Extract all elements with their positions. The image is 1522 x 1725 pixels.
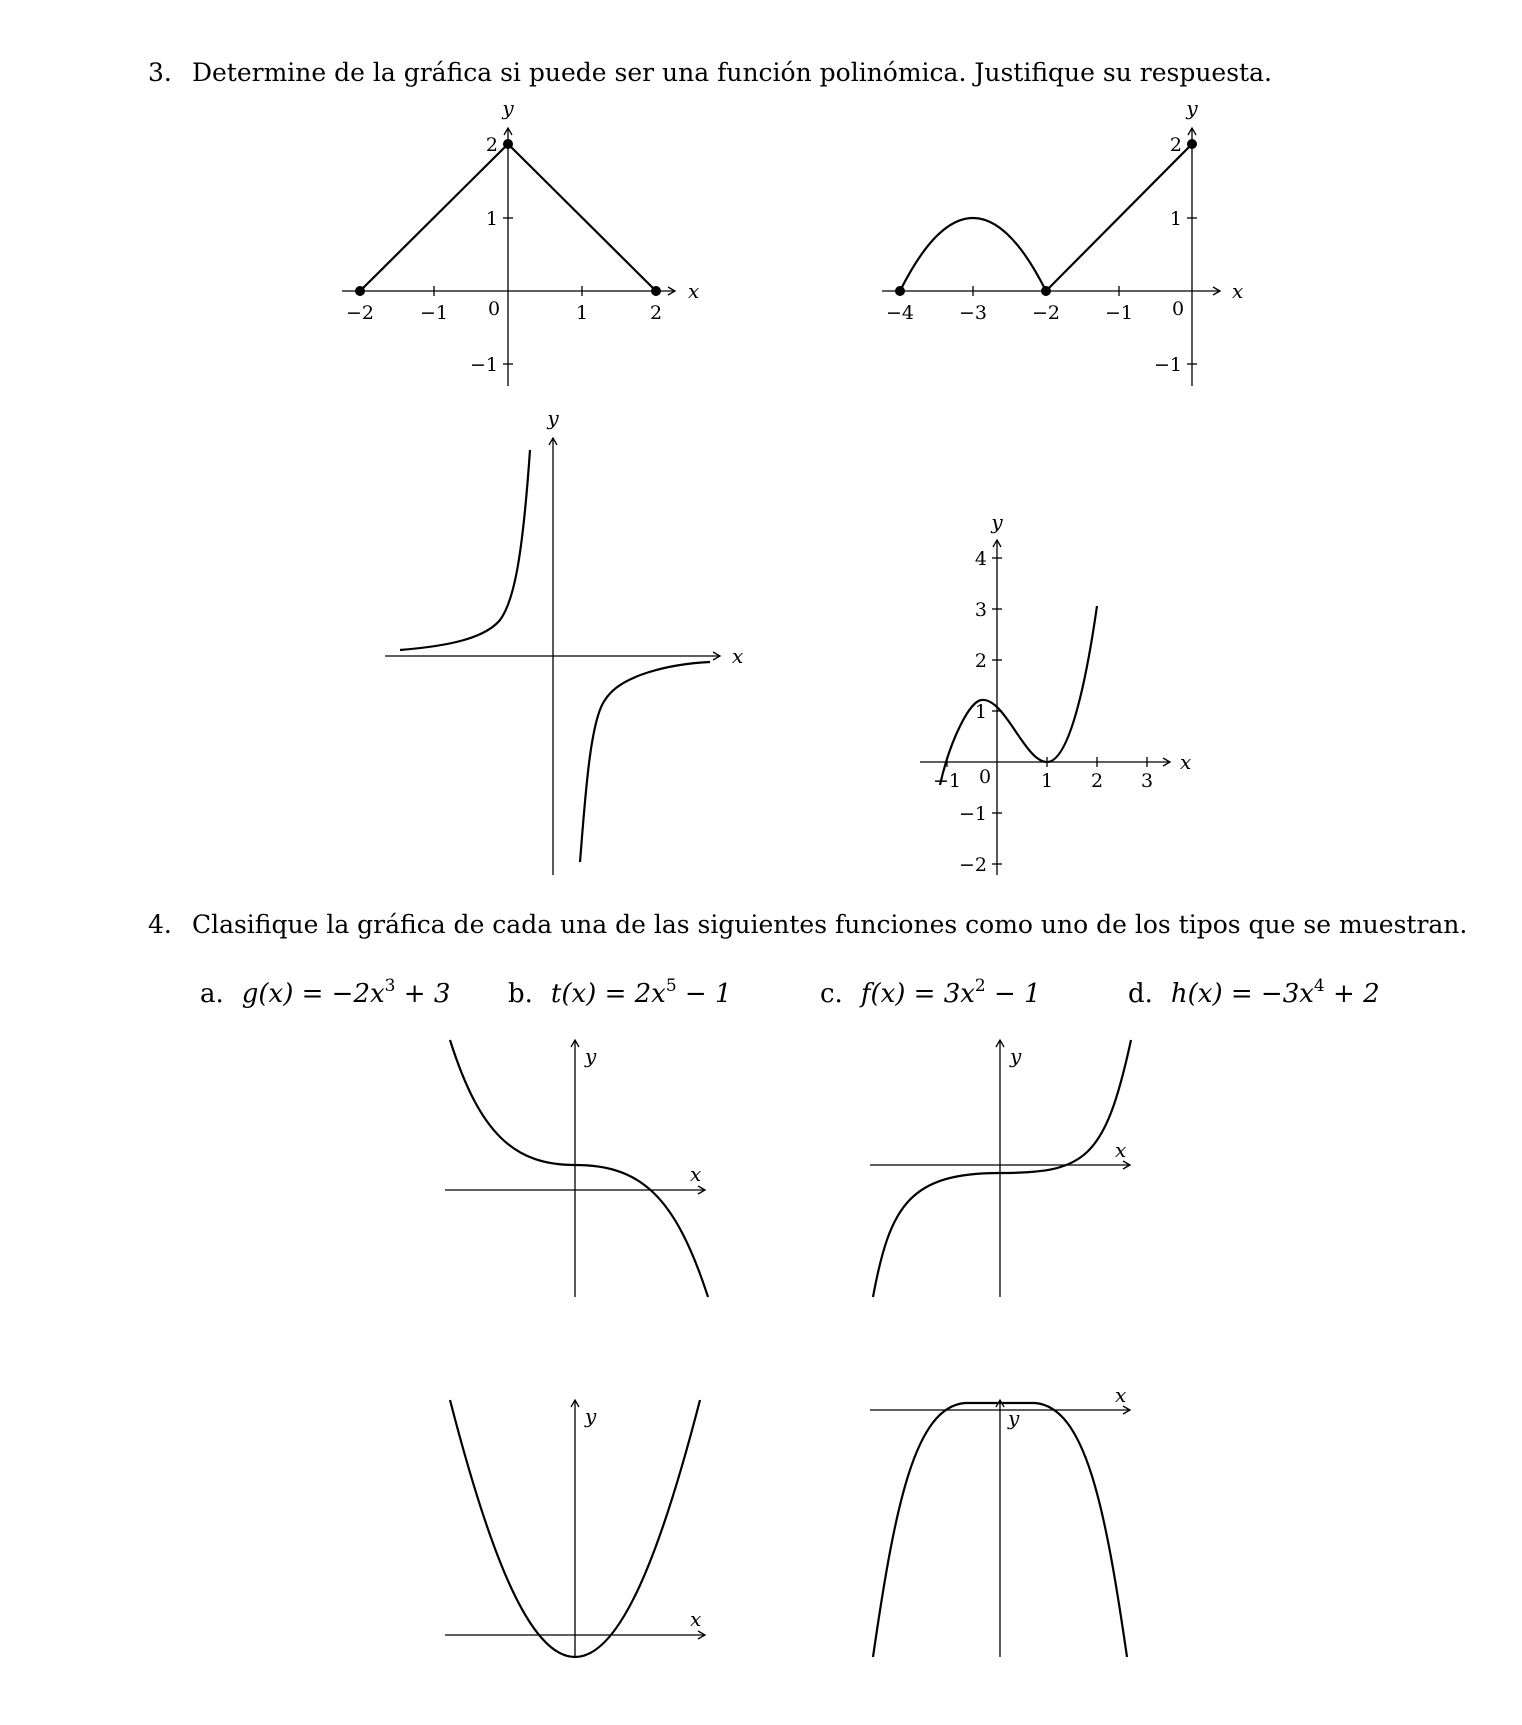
point-marker — [355, 286, 365, 296]
shape-curve — [450, 1040, 708, 1297]
option-b — [508, 976, 732, 1009]
x-axis-label: x — [690, 1607, 702, 1631]
tick-label: 1 — [1169, 208, 1182, 230]
option-c-exponent: 2 — [974, 976, 986, 996]
option-d-exponent: 4 — [1313, 976, 1325, 996]
shape-curve — [873, 1040, 1131, 1297]
problem-4 — [148, 910, 1467, 939]
arc-curve — [900, 218, 1046, 291]
tick-label: 1 — [575, 302, 589, 324]
tick-label: 2 — [649, 302, 663, 324]
y-axis-label: y — [585, 1044, 597, 1068]
tick-label: −1 — [419, 302, 449, 324]
tick-label: −4 — [885, 302, 915, 324]
graph-arc-line — [870, 90, 1270, 400]
option-d-label: d. — [1128, 979, 1153, 1009]
y-axis-label: y — [547, 406, 559, 430]
shape-graph-flat-top — [865, 1383, 1145, 1660]
x-axis-label: x — [690, 1162, 702, 1186]
shape-graph-decreasing — [440, 1035, 720, 1300]
tick-label: −1 — [469, 354, 498, 376]
option-a-rest: + 3 — [395, 979, 451, 1009]
option-d-formula: h(x) = −3x — [1170, 979, 1314, 1009]
tick-label: 2 — [974, 650, 987, 672]
y-axis-label: y — [1008, 1406, 1020, 1430]
option-c-formula: f(x) = 3x — [860, 979, 975, 1009]
x-axis-label: x — [1115, 1138, 1127, 1162]
x-axis-label: x — [1232, 279, 1244, 303]
option-b-exponent: 5 — [665, 976, 677, 996]
tick-label: −2 — [1031, 302, 1061, 324]
tick-label: 4 — [974, 548, 987, 570]
shape-graph-increasing — [865, 1035, 1145, 1300]
problem-3-number: 3. — [148, 58, 172, 87]
option-a — [200, 976, 450, 1009]
tick-label: 1 — [1040, 770, 1054, 792]
tick-label: −1 — [932, 770, 962, 792]
point-marker — [651, 286, 661, 296]
tick-label: −2 — [958, 854, 987, 876]
y-axis-label: y — [585, 1404, 597, 1428]
tick-label: 2 — [1090, 770, 1104, 792]
option-b-formula: t(x) = 2x — [550, 979, 666, 1009]
tick-label: 0 — [487, 298, 501, 320]
point-marker — [503, 139, 513, 149]
tick-label: −1 — [1104, 302, 1134, 324]
tick-label: 1 — [485, 208, 498, 230]
left-branch-curve — [400, 450, 530, 650]
option-c-label: c. — [820, 979, 843, 1009]
point-marker — [1041, 286, 1051, 296]
tick-label: −3 — [958, 302, 988, 324]
option-a-label: a. — [200, 979, 224, 1009]
y-axis-label: y — [1186, 96, 1198, 120]
problem-3 — [148, 58, 1272, 87]
tick-label: 3 — [1140, 770, 1154, 792]
right-branch-curve — [580, 662, 710, 862]
x-axis-label: x — [1115, 1383, 1127, 1407]
option-c — [820, 976, 1041, 1009]
option-c-rest: − 1 — [985, 979, 1041, 1009]
problem-4-number: 4. — [148, 910, 172, 939]
tick-label: 0 — [978, 766, 992, 788]
problem-3-text: Determine de la gráfica si puede ser una función polinómica. Justifique su respuesta. — [191, 58, 1272, 87]
problem-4-text: Clasifique la gráfica de cada una de las siguientes funciones como uno de los tipos que se muestran. — [191, 910, 1468, 939]
y-axis-label: y — [502, 96, 514, 120]
y-axis-label: y — [1010, 1044, 1022, 1068]
shape-graph-parabola — [440, 1395, 720, 1660]
point-marker — [1187, 139, 1197, 149]
x-axis-label: x — [1180, 750, 1192, 774]
tick-label: 2 — [485, 134, 498, 156]
option-d — [1128, 976, 1380, 1009]
tick-label: −1 — [1153, 354, 1182, 376]
y-axis-label: y — [991, 510, 1003, 534]
graph-hyperbola — [380, 400, 760, 880]
option-b-label: b. — [508, 979, 533, 1009]
tick-label: 3 — [974, 599, 987, 621]
cubic-curve — [940, 606, 1097, 785]
option-a-formula: g(x) = −2x — [241, 979, 385, 1009]
point-marker — [895, 286, 905, 296]
tick-label: 1 — [974, 701, 987, 723]
tick-label: −1 — [958, 803, 987, 825]
option-b-rest: − 1 — [676, 979, 732, 1009]
tick-label: −2 — [345, 302, 375, 324]
graph-cubic — [900, 500, 1200, 900]
option-d-rest: + 2 — [1324, 979, 1380, 1009]
x-axis-label: x — [732, 644, 744, 668]
tick-label: 2 — [1169, 134, 1182, 156]
tick-label: 0 — [1171, 298, 1185, 320]
option-a-exponent: 3 — [384, 976, 396, 996]
x-axis-label: x — [688, 279, 700, 303]
graph-triangle — [330, 90, 730, 400]
